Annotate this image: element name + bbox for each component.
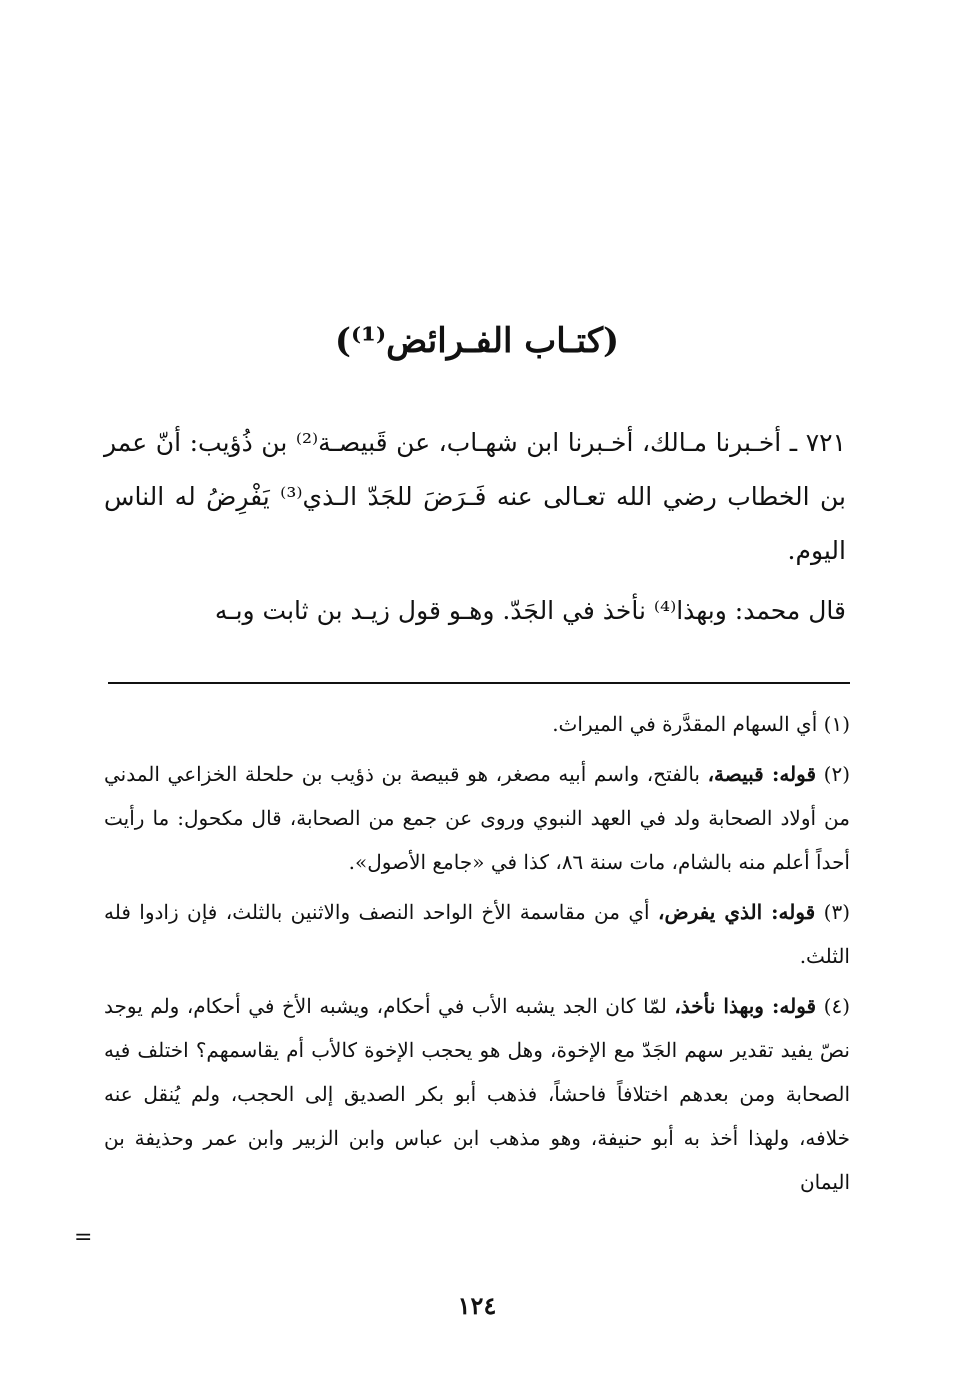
footnote-text: أي من مقاسمة الأخ الواحد النصف والاثنين بالثلث، فإن زادوا فله الثلث. xyxy=(104,900,850,968)
footnote-text: بالفتح، واسم أبيه مصغر، هو قبيصة بن ذؤيب بن حلحلة الخزاعي المدني من أولاد الصحابة ولد في العهد النبوي وروى عن جمع من الصحابة، قال مكحول: ما رأيت أحداً أعلم منه بالشام، مات سنة ٨٦، كذا في «جامع الأصول». xyxy=(104,762,850,874)
footnote-lemma: قوله: الذي يفرض، xyxy=(657,900,816,924)
footnote-text: أي السهام المقدَّرة في الميراث. xyxy=(552,712,818,736)
footnote-4 xyxy=(104,984,850,1204)
footnote-lemma: قوله: وبهذا نأخذ، xyxy=(674,994,817,1018)
footnote-1 xyxy=(104,702,850,746)
commentary-paragraph: قال محمد: وبهذا⁽⁴⁾ نأخذ في الجَدّ. وهـو قول زيـد بن ثابت وبـه xyxy=(214,596,846,625)
page-number: ١٢٤ xyxy=(457,1291,497,1320)
footnote-separator xyxy=(108,682,850,684)
footnote-number: (١) xyxy=(823,712,850,736)
footnote-number: (٤) xyxy=(823,994,850,1018)
footnote-text: لمّا كان الجد يشبه الأب في أحكام، ويشبه الأخ في أحكام، ولم يوجد نصّ يفيد تقدير سهم الجَدّ مع الإخوة، وهل هو يحجب الإخوة كالأب أم يقاسمهم؟ اختلف فيه الصحابة ومن بعدهم اختلافاً فاحشاً، فذهب أبو بكر الصديق إلى الحجب، ولم يُنقل عنه خلافه، ولهذا أخذ به أبو حنيفة، وهو مذهب ابن عباس وابن الزبير وابن عمر وحذيفة بن اليمان xyxy=(104,994,850,1194)
footnote-2 xyxy=(104,752,850,884)
footnote-number: (٢) xyxy=(823,762,851,786)
footnote-3 xyxy=(104,890,850,978)
footnotes xyxy=(104,702,850,1210)
footnote-lemma: قوله: قبيصة، xyxy=(707,762,817,786)
footnote-number: (٣) xyxy=(823,900,850,924)
main-text xyxy=(104,416,846,638)
continuation-mark: = xyxy=(74,1225,93,1250)
chapter-title: (كتـاب الفـرائض⁽¹⁾) xyxy=(334,321,620,361)
hadith-paragraph: ٧٢١ ـ أخـبرنا مـالك، أخـبرنا ابن شهـاب، عن قَبيصـة⁽²⁾ بن ذُؤيب: أنّ عمر بن الخطاب رضي الله تعـالى عنه فَـرَضَ للجَدّ الـذي⁽³⁾ يَفْرِضُ له الناس اليوم. xyxy=(104,428,846,565)
